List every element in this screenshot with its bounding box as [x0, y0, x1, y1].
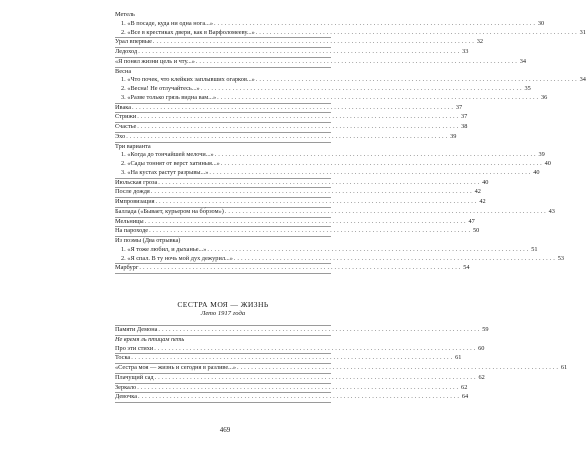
toc-entry-page: 40	[533, 168, 540, 176]
toc-entry-page: 61	[455, 354, 462, 362]
toc-leader-dots	[137, 123, 458, 132]
toc-leader-dots	[151, 188, 472, 197]
toc-leader-dots	[137, 113, 458, 122]
toc-leader-dots	[139, 264, 460, 273]
toc-entry-title: После дождя	[115, 188, 150, 196]
toc-entry	[115, 38, 484, 48]
toc-leader-dots	[214, 20, 535, 29]
toc-entry	[115, 373, 485, 384]
toc-leader-dots	[215, 151, 536, 160]
toc-entry-title: Не время ль птицам петь	[115, 335, 185, 343]
toc-entry-title: Три варианта	[115, 142, 151, 150]
toc-leader-dots	[138, 48, 459, 57]
toc-entry-title: 2. «Я спал. В ту ночь мой дух дежурил...»	[121, 254, 233, 262]
toc-entry	[115, 336, 331, 345]
toc-entry-title: Ледоход	[115, 48, 138, 55]
toc-leader-dots	[137, 384, 458, 393]
toc-entry-title: Метель	[115, 11, 135, 18]
toc-entry-title: Стрижи	[115, 113, 137, 121]
toc-entry	[115, 57, 527, 68]
toc-entry-page: 51	[531, 245, 538, 253]
toc-entry-title: Урал впервые	[115, 38, 152, 46]
toc-entry-page: 31	[579, 28, 586, 36]
section-subtitle: Лето 1917 года	[200, 310, 246, 317]
toc-entry	[115, 383, 468, 394]
toc-entry-page: 47	[468, 217, 475, 225]
toc-entry	[115, 393, 469, 403]
toc-leader-dots	[237, 364, 558, 373]
toc-entry	[115, 254, 564, 265]
toc-leader-dots	[217, 94, 538, 103]
toc-entry	[115, 237, 331, 246]
toc-entry-title: Из поэмы (Два отрывка)	[115, 237, 181, 244]
toc-leader-dots	[155, 198, 476, 207]
toc-entry	[115, 19, 545, 29]
toc-entry-title: 3. «Разве только грязь видна вам...»	[121, 93, 217, 101]
toc-entry-page: 50	[472, 227, 480, 235]
toc-entry-page: 42	[479, 198, 486, 205]
toc-entry-page: 35	[524, 85, 531, 92]
toc-entry	[115, 364, 568, 374]
toc-entry	[115, 123, 468, 133]
toc-entry-title: 3. «На кустах растут разрывы...»	[121, 168, 209, 176]
toc-entry-page: 60	[478, 344, 485, 352]
toc-leader-dots	[201, 85, 522, 94]
toc-leader-dots	[207, 246, 528, 255]
toc-entry	[115, 227, 480, 237]
toc-entry	[115, 168, 540, 179]
toc-entry-page: 43	[548, 207, 555, 215]
toc-entry-title: 1. «Я тоже любил, и дыханье...»	[121, 245, 207, 253]
toc-entry-page: 34	[579, 76, 586, 84]
toc-leader-dots	[158, 326, 479, 335]
toc-entry-title: На пароходе	[115, 227, 149, 235]
toc-entry-title: «Я понял жизни цель и чту...»	[115, 57, 195, 65]
toc-entry-page: 61	[560, 364, 568, 371]
toc-entry	[115, 48, 469, 58]
toc-entry-page: 54	[463, 264, 470, 272]
toc-leader-dots	[149, 227, 470, 236]
toc-entry-page: 36	[540, 93, 548, 101]
toc-entry-title: Импровизация	[115, 198, 155, 205]
toc-entry	[115, 245, 538, 255]
toc-entry	[115, 85, 531, 94]
toc-leader-dots	[158, 179, 479, 188]
toc-entry-page: 64	[461, 393, 469, 401]
toc-entry-title: 1. «Когда до тончайшей мелочи...»	[121, 151, 214, 159]
toc-entry-page: 40	[482, 178, 489, 186]
toc-entry	[115, 217, 475, 228]
toc-entry	[115, 28, 586, 39]
toc-leader-dots	[145, 218, 466, 227]
toc-entry-title: Ивака	[115, 103, 131, 111]
toc-entry	[115, 93, 548, 104]
toc-entry-title: Весна	[115, 67, 132, 75]
toc-entry-page: 62	[461, 383, 468, 391]
toc-leader-dots	[234, 255, 555, 264]
toc-entry-title: Зеркало	[115, 383, 137, 391]
toc-entry	[115, 76, 586, 85]
toc-entry	[115, 68, 331, 77]
toc-entry	[115, 132, 457, 143]
toc-entry-page: 39	[450, 132, 457, 140]
toc-entry-title: 2. «Сады тоннят от верст хатиныя...»	[121, 160, 220, 167]
toc-entry	[115, 178, 489, 189]
toc-entry	[115, 160, 551, 169]
toc-entry-title: Счастье	[115, 123, 137, 130]
toc-entry-title: Июльская гроза	[115, 178, 158, 186]
section-title: СЕСТРА МОЯ — ЖИЗНЬ	[177, 300, 269, 309]
toc-entry-page: 40	[544, 160, 551, 167]
toc-entry-page: 34	[519, 57, 527, 65]
toc-entry-page: 53	[557, 254, 564, 262]
toc-entry	[115, 143, 331, 152]
toc-leader-dots	[132, 104, 453, 113]
toc-entry-title: Плачущий сад	[115, 373, 154, 381]
toc-list-part2	[115, 325, 568, 403]
toc-entry	[115, 113, 468, 123]
toc-entry	[115, 103, 463, 114]
toc-leader-dots	[131, 354, 452, 363]
toc-entry-title: Мельницы	[115, 217, 144, 225]
toc-leader-dots	[138, 393, 459, 402]
toc-entry-title: 2. «Все в крестиках двери, как в Варфоломееву...»	[121, 28, 255, 36]
toc-leader-dots	[256, 29, 577, 38]
toc-entry	[115, 188, 481, 198]
toc-entry-title: «Сестра моя — жизнь и сегодня в разливе...»	[115, 364, 237, 371]
toc-entry	[115, 325, 489, 336]
toc-entry-page: 38	[461, 123, 468, 130]
toc-entry	[115, 198, 486, 208]
toc-leader-dots	[155, 374, 476, 383]
toc-entry-page: 39	[538, 151, 545, 159]
toc-entry-title: 1. «Что почек, что клейких заплывших огарков...»	[121, 76, 255, 84]
toc-entry-page: 33	[462, 48, 469, 55]
toc-entry-title: Марбург	[115, 264, 139, 272]
toc-entry-title: Эхо	[115, 132, 126, 140]
page-number: 469	[219, 426, 231, 434]
toc-entry-page: 62	[478, 373, 485, 381]
toc-leader-dots	[221, 160, 542, 169]
toc-leader-dots	[154, 345, 475, 354]
toc-entry-page: 30	[537, 19, 545, 27]
toc-entry-page: 37	[461, 113, 468, 121]
toc-entry-page: 59	[482, 326, 489, 333]
toc-leader-dots	[153, 38, 474, 47]
toc-entry-title: Девочка	[115, 393, 138, 401]
toc-leader-dots	[209, 169, 530, 178]
toc-leader-dots	[196, 58, 517, 67]
toc-entry-title: 1. «В посаде, куда ни одна нога...»	[121, 19, 213, 27]
toc-leader-dots	[126, 133, 447, 142]
toc-entry	[115, 354, 462, 364]
toc-entry-title: Тоска	[115, 354, 131, 362]
toc-entry-page: 42	[474, 188, 481, 196]
toc-entry	[115, 207, 555, 218]
toc-entry-page: 32	[476, 38, 484, 46]
toc-entry-page: 37	[455, 103, 463, 111]
toc-entry-title: Про эти стихи	[115, 344, 154, 352]
toc-entry-title: 2. «Весна! Не отлучайтесь...»	[121, 85, 200, 92]
toc-entry-title: Памяти Демона	[115, 326, 158, 333]
toc-entry	[115, 344, 485, 355]
toc-entry-title: Баллада («Бывает, курьером на бо́рзом»)	[115, 207, 224, 215]
toc-leader-dots	[256, 76, 577, 85]
toc-entry	[115, 264, 470, 274]
toc-list-part1	[115, 11, 586, 274]
toc-entry	[115, 151, 545, 160]
toc-leader-dots	[225, 208, 546, 217]
toc-entry	[115, 11, 331, 20]
